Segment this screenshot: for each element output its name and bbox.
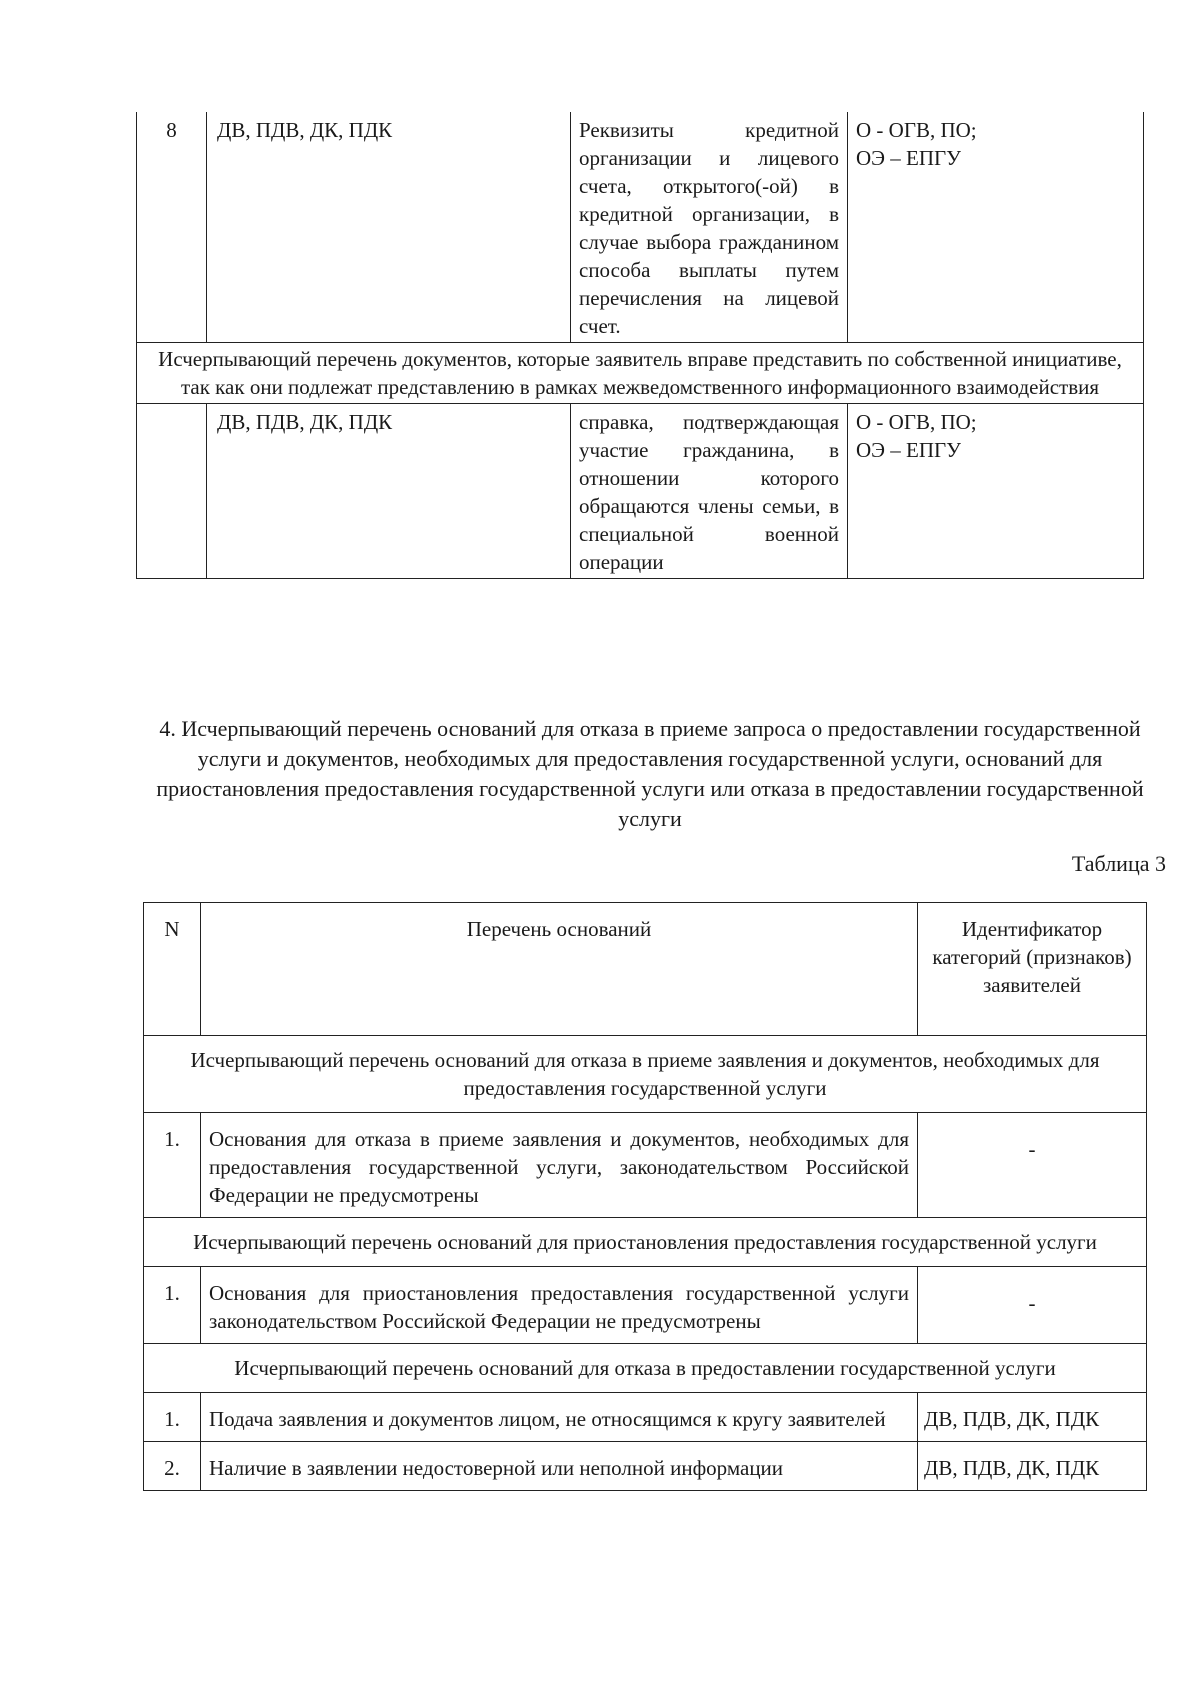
row-number xyxy=(137,404,207,579)
header-reasons: Перечень оснований xyxy=(201,903,918,1036)
table-header-row xyxy=(144,903,1147,1036)
row-number: 1. xyxy=(144,1267,201,1344)
reason-text: Основания для приостановления предоставления государственной услуги законодательством Российской Федерации не предусмотрены xyxy=(201,1267,918,1344)
table-row xyxy=(144,1267,1147,1344)
header-number: N xyxy=(144,903,201,1036)
reason-text: Подача заявления и документов лицом, не относящимся к кругу заявителей xyxy=(201,1393,918,1442)
identifier-value: ДВ, ПДВ, ДК, ПДК xyxy=(918,1393,1147,1442)
header-identifier: Идентификатор категорий (признаков) заявителей xyxy=(918,903,1147,1036)
table-row xyxy=(137,404,1144,579)
reason-text: Основания для отказа в приеме заявления и документов, необходимых для предоставления государственной услуги, законодательством Российской Федерации не предусмотрены xyxy=(201,1113,918,1218)
applicant-categories: ДВ, ПДВ, ДК, ПДК xyxy=(207,112,571,343)
section-heading: Исчерпывающий перечень оснований для отказа в предоставлении государственной услуги xyxy=(144,1344,1147,1393)
row-number: 1. xyxy=(144,1393,201,1442)
table-section-row xyxy=(137,343,1144,404)
table-row xyxy=(144,1113,1147,1218)
table-section-row xyxy=(144,1344,1147,1393)
section-heading: Исчерпывающий перечень оснований для приостановления предоставления государственной услуги xyxy=(144,1218,1147,1267)
row-number: 1. xyxy=(144,1113,201,1218)
table-row xyxy=(144,1442,1147,1491)
document-description: справка, подтверждающая участие гражданина, в отношении которого обращаются члены семьи, в специальной военной операции xyxy=(571,404,848,579)
identifier-value: - xyxy=(918,1267,1147,1344)
grounds-table xyxy=(143,902,1147,1491)
section-heading: Исчерпывающий перечень оснований для отказа в приеме заявления и документов, необходимых для предоставления государственной услуги xyxy=(144,1036,1147,1113)
submission-method-line: О - ОГВ, ПО; xyxy=(856,118,977,142)
submission-method-line: ОЭ – ЕПГУ xyxy=(856,146,962,170)
document-description: Реквизиты кредитной организации и лицевого счета, открытого(-ой) в кредитной организации, в случае выбора гражданином способа выплаты путем перечисления на лицевой счет. xyxy=(571,112,848,343)
table-row xyxy=(137,112,1144,343)
table-row xyxy=(144,1393,1147,1442)
row-number: 2. xyxy=(144,1442,201,1491)
table-section-row xyxy=(144,1218,1147,1267)
table-section-row xyxy=(144,1036,1147,1113)
submission-method xyxy=(848,404,1144,579)
section-heading: Исчерпывающий перечень документов, которые заявитель вправе представить по собственной инициативе, так как они подлежат представлению в рамках межведомственного информационного взаимодействия xyxy=(137,343,1144,404)
table-3-label: Таблица 3 xyxy=(1071,851,1166,876)
submission-method xyxy=(848,112,1144,343)
identifier-value: ДВ, ПДВ, ДК, ПДК xyxy=(918,1442,1147,1491)
reason-text: Наличие в заявлении недостоверной или неполной информации xyxy=(201,1442,918,1491)
submission-method-line: О - ОГВ, ПО; xyxy=(856,410,977,434)
row-number: 8 xyxy=(137,112,207,343)
submission-method-line: ОЭ – ЕПГУ xyxy=(856,438,962,462)
documents-table-continuation xyxy=(136,112,1144,579)
applicant-categories: ДВ, ПДВ, ДК, ПДК xyxy=(207,404,571,579)
section-4-heading: 4. Исчерпывающий перечень оснований для отказа в приеме запроса о предоставлении государственной услуги и документов, необходимых для предоставления государственной услуги, оснований для приостановления предоставления государственной услуги или отказа в предоставлении государственной услуги xyxy=(156,716,1144,831)
identifier-value: - xyxy=(918,1113,1147,1218)
